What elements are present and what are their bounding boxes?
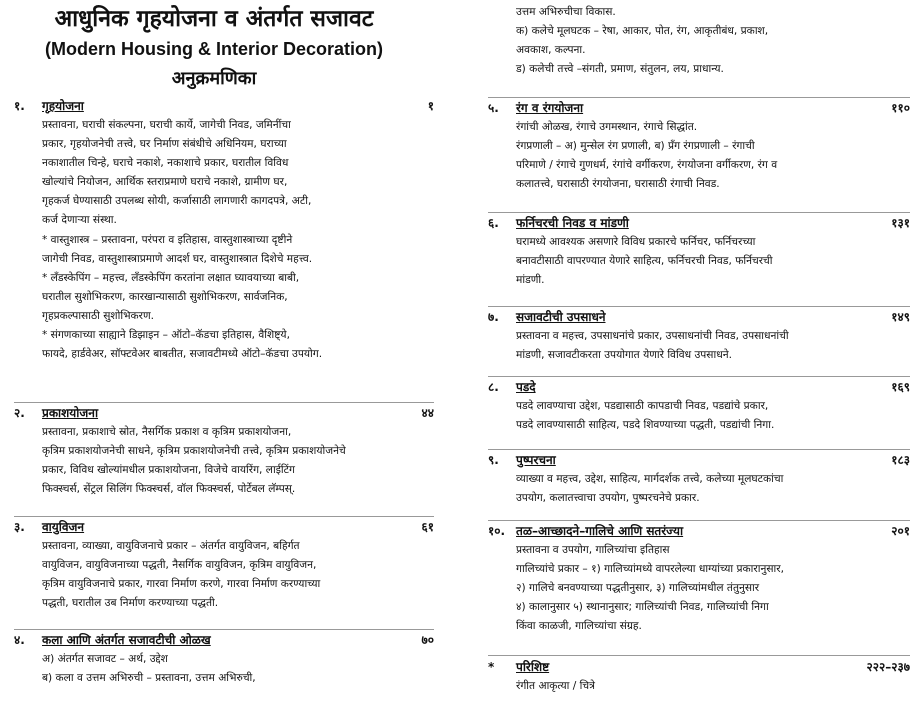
divider [14, 402, 434, 403]
topic-line: किंवा काळजी, गालिच्यांचा संग्रह. [516, 620, 642, 633]
toc-entry-header [488, 99, 910, 118]
chapter-title: फर्निचरची निवड व मांडणी [516, 216, 629, 230]
chapter-number: ३. [14, 520, 25, 534]
topic-line: अ) अंतर्गत सजावट – अर्थ, उद्देश [42, 653, 168, 665]
chapter-title: पडदे [516, 380, 536, 394]
topic-line: * वास्तुशास्त्र – प्रस्तावना, परंपरा व इतिहास, वास्तुशास्त्राच्या दृष्टीने [42, 233, 293, 246]
page-number: २०१ [891, 524, 910, 538]
topic-line: जागेची निवड, वास्तुशास्त्राप्रमाणे आदर्श घर, वास्तुशास्त्रात दिशेचे महत्त्व. [42, 252, 313, 265]
toc-entry-header [488, 522, 910, 541]
chapter-number: ६. [488, 216, 499, 230]
topic-line: घरातील सुशोभिकरण, कारखान्यासाठी सुशोभिकरण, सार्वजनिक, [42, 290, 288, 303]
chapter-title: तळ–आच्छादने–गालिचे आणि सतरंज्या [516, 524, 684, 538]
topic-line: प्रस्तावना व उपयोग, गालिच्यांचा इतिहास [516, 544, 670, 556]
topic-line: प्रकार, विविध खोल्यांमधील प्रकाशयोजना, विजेचे वायरिंग, लाईटिंग [42, 464, 295, 477]
toc-entry [14, 631, 434, 688]
topic-line: घरामध्ये आवश्यक असणारे विविध प्रकारचे फर्निचर, फर्निचरच्या [516, 236, 756, 248]
topic-line: प्रस्तावना, घराची संकल्पना, घराची कार्ये, जागेची निवड, जमिनींचा [42, 119, 291, 131]
chapter-number: ८. [488, 380, 499, 394]
chapter-title: गृहयोजना [42, 99, 84, 113]
topic-line: कलातत्त्वे, घरासाठी रंगयोजना, घरासाठी रंगाची निवड. [516, 178, 720, 191]
page-number: ६१ [421, 520, 434, 534]
chapter-topics [516, 677, 910, 696]
toc-entry-header [14, 518, 434, 537]
page-number: ७० [421, 633, 434, 647]
divider [488, 306, 910, 307]
chapter-title: पुष्परचना [516, 453, 556, 467]
toc-entry [14, 97, 434, 364]
toc-entry-header [488, 214, 910, 233]
chapter-title: रंग व रंगयोजना [516, 101, 584, 115]
topic-line: वायुविजन, वायुविजनाच्या पद्धती, नैसर्गिक वायुविजन, कृत्रिम वायुविजन, [42, 559, 317, 572]
chapter-topics [516, 397, 910, 435]
toc-entry-header [488, 451, 910, 470]
page-number: ४४ [421, 406, 434, 420]
topic-line: उपयोग, कलातत्त्वाचा उपयोग, पुष्परचनेचे प्रकार. [516, 492, 700, 505]
topic-line: कर्ज देणाऱ्या संस्था. [42, 214, 117, 227]
chapter-title: कला आणि अंतर्गत सजावटीची ओळख [42, 633, 211, 647]
chapter-topics [516, 470, 910, 508]
topic-line: उत्तम अभिरुचीचा विकास. [516, 6, 616, 18]
topic-line: प्रस्तावना व महत्त्व, उपसाधनांचे प्रकार, उपसाधनांची निवड, उपसाधनांची [516, 330, 789, 342]
toc-entry [14, 518, 434, 613]
topic-line: मांडणी, सजावटीकरता उपयोगात येणारे विविध उपसाधने. [516, 349, 732, 362]
topic-line: क) कलेचे मूलघटक – रेषा, आकार, पोत, रंग, आकृतीबंध, प्रकाश, [516, 25, 769, 38]
page-number: १६९ [891, 380, 910, 394]
page-number: २२२–२३७ [866, 660, 910, 674]
toc-entry [14, 404, 434, 499]
topic-line: प्रस्तावना, व्याख्या, वायुविजनाचे प्रकार – अंतर्गत वायुविजन, बहिर्गत [42, 540, 300, 552]
topic-line: प्रस्तावना, प्रकाशाचे स्रोत, नैसर्गिक प्रकाश व कृत्रिम प्रकाशयोजना, [42, 426, 292, 438]
divider [488, 655, 910, 656]
topic-line: मांडणी. [516, 274, 545, 287]
topic-line: रंगप्रणाली – अ) मुन्सेल रंग प्रणाली, ब) प्रँग रंगप्रणाली – रंगाची [516, 140, 755, 153]
topic-line: ब) कला व उत्तम अभिरुची – प्रस्तावना, उत्तम अभिरुची, [42, 672, 256, 685]
topic-line: रंगीत आकृत्या / चित्रे [516, 680, 595, 692]
chapter-number: ५. [488, 101, 499, 115]
topic-line: पडदे लावण्याचा उद्देश, पडद्यासाठी कापडाची निवड, पडद्यांचे प्रकार, [516, 400, 769, 412]
topic-line: बनावटीसाठी वापरण्यात येणारे साहित्य, फर्निचरची निवड, फर्निचरची [516, 255, 773, 268]
page-number: १४९ [891, 310, 910, 324]
page-number: १८३ [891, 453, 910, 467]
topic-line: परिमाणे / रंगाचे गुणधर्म, रंगांचे वर्गीकरण, रंगयोजना वर्गीकरण, रंग व [516, 159, 778, 172]
page-number: १ [427, 99, 434, 113]
topic-line: रंगांची ओळख, रंगाचे उगमस्थान, रंगाचे सिद्धांत. [516, 121, 698, 133]
chapter-topics [516, 3, 910, 79]
chapter-number: * [488, 660, 495, 674]
title-marathi: आधुनिक गृहयोजना व अंतर्गत सजावट [54, 6, 374, 32]
topic-line: पडदे लावण्यासाठी साहित्य, पडदे शिवण्याच्या पद्धती, पडद्यांची निगा. [516, 419, 775, 432]
topic-line: गृहप्रकल्पासाठी सुशोभिकरण. [42, 309, 155, 322]
divider [488, 212, 910, 213]
divider [14, 629, 434, 630]
chapter-topics [516, 327, 910, 365]
toc-entry-header [488, 378, 910, 397]
chapter-number: ७. [488, 310, 499, 324]
page-number: १३१ [891, 216, 910, 230]
chapter-title: प्रकाशयोजना [42, 406, 99, 420]
topic-line: * संगणकाच्या साह्याने डिझाइन – ऑटो–कॅडचा इतिहास, वैशिष्ट्ये, [42, 329, 290, 342]
title-english: (Modern Housing & Interior Decoration) [44, 39, 383, 59]
chapter-number: १०. [488, 524, 506, 538]
chapter-topics [42, 537, 434, 613]
topic-line: खोल्यांचे नियोजन, आर्थिक स्तराप्रमाणे घराचे नकाशे, ग्रामीण घर, [42, 176, 288, 189]
topic-line: अवकाश, कल्पना. [516, 44, 586, 57]
chapter-title: वायुविजन [42, 520, 85, 534]
chapter-title: सजावटीची उपसाधने [516, 310, 606, 324]
chapter-topics [516, 541, 910, 636]
page-number: ११० [891, 101, 910, 115]
topic-line: व्याख्या व महत्त्व, उद्देश, साहित्य, मार्गदर्शक तत्त्वे, कलेच्या मूलघटकांचा [516, 473, 784, 485]
divider [488, 376, 910, 377]
topic-line: कृत्रिम प्रकाशयोजनेची साधने, कृत्रिम प्रकाशयोजनेची तत्त्वे, कृत्रिम प्रकाशयोजनेचे [42, 445, 346, 458]
toc-entry [488, 214, 910, 290]
toc-entry-header [14, 404, 434, 423]
toc-entry-header [14, 97, 434, 116]
chapter-topics [42, 116, 434, 364]
topic-line: गृहकर्ज घेण्यासाठी उपलब्ध सोयी, कर्जासाठी लागणारी कागदपत्रे, अटी, [42, 195, 312, 208]
topic-line: प्रकार, गृहयोजनेची तत्त्वे, घर निर्माण संबंधीचे अधिनियम, घराच्या [42, 138, 287, 151]
chapter-topics [42, 423, 434, 499]
topic-line: पद्धती, घरातील उब निर्माण करण्याच्या पद्धती. [42, 597, 219, 610]
topic-line: फायदे, हार्डवेअर, सॉफ्टवेअर बाबतीत, सजावटीमध्ये ऑटो–कॅडचा उपयोग. [42, 348, 323, 361]
topic-line: ४) कालानुसार ५) स्थानानुसार; गालिच्यांची निवड, गालिच्यांची निगा [516, 601, 769, 614]
toc-entry [488, 451, 910, 508]
topic-line: २) गालिचे बनवण्याच्या पद्धतीनुसार, ३) गालिच्यांमधील तंतुनुसार [516, 582, 760, 595]
divider [488, 97, 910, 98]
topic-line: फिक्स्चर्स, सेंट्रल सिलिंग फिक्स्चर्स, वॉल फिक्स्चर्स, पोर्टेबल लॅम्पस्. [42, 483, 296, 496]
chapter-title: परिशिष्ट [516, 660, 550, 674]
divider [14, 516, 434, 517]
toc-entry [488, 658, 910, 696]
topic-line: कृत्रिम वायुविजनाचे प्रकार, गारवा निर्माण करणे, गारवा निर्माण करण्याच्या [42, 578, 321, 591]
chapter-number: १. [14, 99, 25, 113]
toc-entry [488, 378, 910, 435]
carryover-topics [488, 3, 910, 79]
topic-line: ड) कलेची तत्त्वे –संगती, प्रमाण, संतुलन, लय, प्राधान्य. [516, 63, 724, 76]
toc-heading: अनुक्रमणिका [171, 68, 257, 89]
chapter-topics [516, 233, 910, 290]
divider [488, 449, 910, 450]
divider [488, 520, 910, 521]
toc-entry [488, 522, 910, 636]
topic-line: * लँडस्केपिंग – महत्त्व, लँडस्केपिंग करतांना लक्षात घ्यावयाच्या बाबी, [42, 271, 300, 284]
chapter-topics [42, 650, 434, 688]
chapter-number: ९. [488, 453, 499, 467]
toc-entry-header [488, 308, 910, 327]
chapter-topics [516, 118, 910, 194]
toc-entry [488, 99, 910, 194]
toc-entry [488, 308, 910, 365]
chapter-number: ४. [14, 633, 25, 647]
topic-line: नकाशातील चिन्हे, घराचे नकाशे, नकाशाचे प्रकार, घरातील विविध [42, 157, 289, 170]
toc-entry-header [488, 658, 910, 677]
topic-line: गालिच्यांचे प्रकार – १) गालिच्यांमध्ये वापरलेल्या धाग्यांच्या प्रकारानुसार, [516, 563, 784, 576]
chapter-number: २. [14, 406, 25, 420]
toc-entry-header [14, 631, 434, 650]
